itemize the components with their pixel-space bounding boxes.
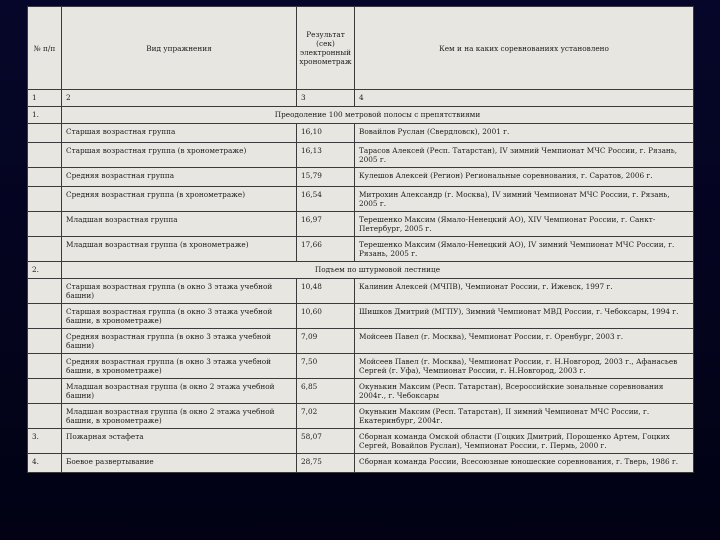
- row-num: [28, 279, 62, 304]
- table-row: [28, 379, 694, 404]
- section-title: Подъем по штурмовой лестнице: [62, 262, 694, 279]
- row-num: 4.: [28, 454, 62, 473]
- row-num: [28, 168, 62, 187]
- row-num: [28, 304, 62, 329]
- row-type: Младшая возрастная группа (в окно 2 этажа учебной башни): [62, 379, 297, 404]
- row-result: 58,07: [297, 429, 355, 454]
- row-holder: Терешенко Максим (Ямало-Ненецкий АО), IV зимний Чемпионат МЧС России, г. Рязань, 2005 г.: [355, 237, 694, 262]
- row-holder: Окунькин Максим (Респ. Татарстан), II зимний Чемпионат МЧС России, г. Екатеринбург, 2004г.: [355, 404, 694, 429]
- section-row: [28, 107, 694, 124]
- row-result: 10,60: [297, 304, 355, 329]
- row-holder: Окунькин Максим (Респ. Татарстан), Всероссийские зональные соревнования 2004г., г. Чебоксары: [355, 379, 694, 404]
- row-num: [28, 379, 62, 404]
- row-type: Младшая возрастная группа (в хронометраже): [62, 237, 297, 262]
- table-row: [28, 124, 694, 143]
- row-type: Старшая возрастная группа (в хронометраже): [62, 143, 297, 168]
- row-num: [28, 187, 62, 212]
- row-num: 3.: [28, 429, 62, 454]
- row-holder: Митрохин Александр (г. Москва), IV зимний Чемпионат МЧС России, г. Рязань, 2005 г.: [355, 187, 694, 212]
- row-result: 6,85: [297, 379, 355, 404]
- row-holder: Сборная команда России, Всесоюзные юношеские соревнования, г. Тверь, 1986 г.: [355, 454, 694, 473]
- table-row: [28, 187, 694, 212]
- colnum-2: 2: [62, 90, 297, 107]
- row-holder: Мойсеев Павел (г. Москва), Чемпионат России, г. Н.Новгород, 2003 г., Афанасьев Сергей (г. Уфа), Чемпионат России, г. Н.Новгород, 2003 г.: [355, 354, 694, 379]
- row-type: Старшая возрастная группа: [62, 124, 297, 143]
- row-type: Средняя возрастная группа: [62, 168, 297, 187]
- row-num: [28, 124, 62, 143]
- row-type: Младшая возрастная группа (в окно 2 этажа учебной башни, в хронометраже): [62, 404, 297, 429]
- row-result: 17,66: [297, 237, 355, 262]
- table-row: [28, 279, 694, 304]
- row-holder: Калинин Алексей (МЧПВ), Чемпионат России, г. Ижевск, 1997 г.: [355, 279, 694, 304]
- row-type: Старшая возрастная группа (в окно 3 этажа учебной башни): [62, 279, 297, 304]
- row-result: 16,54: [297, 187, 355, 212]
- section-title: Преодоление 100 метровой полосы с препятствиями: [62, 107, 694, 124]
- header-result: Результат (сек) электронный хронометраж: [297, 7, 355, 90]
- row-holder: Тарасов Алексей (Респ. Татарстан), IV зимний Чемпионат МЧС России, г. Рязань, 2005 г.: [355, 143, 694, 168]
- row-result: 7,09: [297, 329, 355, 354]
- table-row: [28, 429, 694, 454]
- table-row: [28, 212, 694, 237]
- row-type: Средняя возрастная группа (в окно 3 этажа учебной башни): [62, 329, 297, 354]
- colnum-3: 3: [297, 90, 355, 107]
- row-type: Боевое развертывание: [62, 454, 297, 473]
- colnum-4: 4: [355, 90, 694, 107]
- row-result: 10,48: [297, 279, 355, 304]
- row-holder: Шишков Дмитрий (МГПУ), Зимний Чемпионат МВД России, г. Чебоксары, 1994 г.: [355, 304, 694, 329]
- header-num: № п/п: [28, 7, 62, 90]
- row-num: [28, 404, 62, 429]
- row-type: Младшая возрастная группа: [62, 212, 297, 237]
- row-num: [28, 329, 62, 354]
- section-row: [28, 262, 694, 279]
- row-type: Средняя возрастная группа (в хронометраже): [62, 187, 297, 212]
- header-holder: Кем и на каких соревнованиях установлено: [355, 7, 694, 90]
- row-holder: Сборная команда Омской области (Гоцких Дмитрий, Порошенко Артем, Гоцких Сергей, Вовайлов Руслан), Чемпионат России, г. Пермь, 2000 г.: [355, 429, 694, 454]
- colnum-1: 1: [28, 90, 62, 107]
- row-result: 28,75: [297, 454, 355, 473]
- row-result: 15,79: [297, 168, 355, 187]
- row-num: [28, 143, 62, 168]
- row-num: [28, 354, 62, 379]
- table-row: [28, 304, 694, 329]
- table-row: [28, 168, 694, 187]
- table-row: [28, 237, 694, 262]
- header-type: Вид упражнения: [62, 7, 297, 90]
- row-type: Старшая возрастная группа (в окно 3 этажа учебной башни, в хронометраже): [62, 304, 297, 329]
- column-number-row: [28, 90, 694, 107]
- table-row: [28, 143, 694, 168]
- section-num: 1.: [28, 107, 62, 124]
- table-row: [28, 454, 694, 473]
- row-result: 7,50: [297, 354, 355, 379]
- row-num: [28, 237, 62, 262]
- table-row: [28, 354, 694, 379]
- row-holder: Вовайлов Руслан (Свердловск), 2001 г.: [355, 124, 694, 143]
- table-row: [28, 329, 694, 354]
- table-header-row: [28, 7, 694, 90]
- section-num: 2.: [28, 262, 62, 279]
- row-result: 16,97: [297, 212, 355, 237]
- row-type: Средняя возрастная группа (в окно 3 этажа учебной башни, в хронометраже): [62, 354, 297, 379]
- row-holder: Терешенко Максим (Ямало-Ненецкий АО), XIV Чемпионат России, г. Санкт-Петербург, 2005 г.: [355, 212, 694, 237]
- row-result: 7,02: [297, 404, 355, 429]
- row-result: 16,10: [297, 124, 355, 143]
- row-result: 16,13: [297, 143, 355, 168]
- row-num: [28, 212, 62, 237]
- table-row: [28, 404, 694, 429]
- row-type: Пожарная эстафета: [62, 429, 297, 454]
- row-holder: Мойсеев Павел (г. Москва), Чемпионат России, г. Оренбург, 2003 г.: [355, 329, 694, 354]
- records-table: [27, 6, 694, 473]
- row-holder: Кулешов Алексей (Регион) Региональные соревнования, г. Саратов, 2006 г.: [355, 168, 694, 187]
